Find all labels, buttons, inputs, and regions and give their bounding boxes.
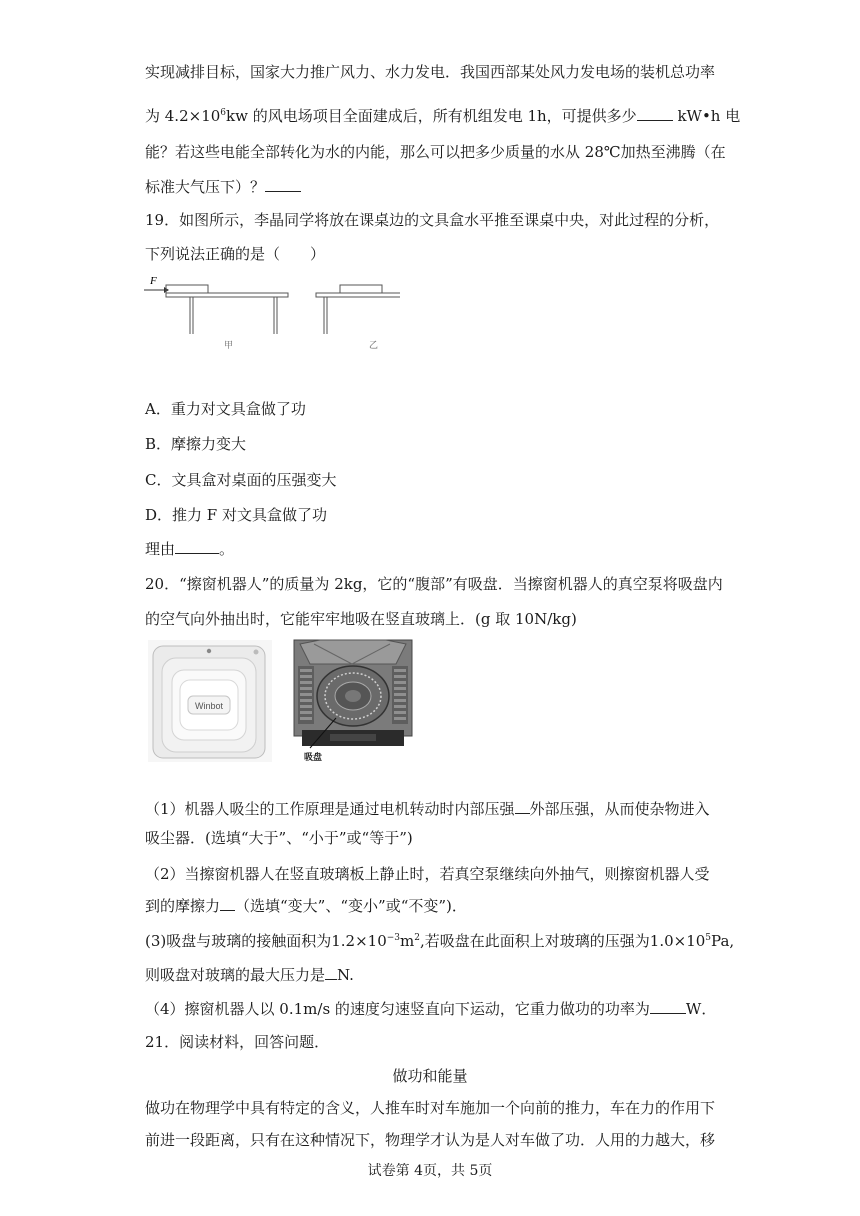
robot-button-icon xyxy=(254,650,259,655)
q20-blank-3[interactable] xyxy=(325,965,337,980)
figure-label-a: 甲 xyxy=(224,341,234,351)
q19-option-d[interactable]: D．推力 F 对文具盒做了功 xyxy=(145,506,327,524)
q20-part-3: (3)吸盘与玻璃的接触面积为$1.2\times 10^{-3}m^2$,若吸盘在此面积上对玻璃的压强为$1.0\times 10^5Pa$, xyxy=(145,932,735,950)
q20-part-1: （1）机器人吸尘的工作原理是通过电机转动时内部压强 外部压强，从而使杂物进入 xyxy=(145,800,710,818)
q19-reason-blank[interactable] xyxy=(175,539,219,554)
q20-stem-line-1: 20．“擦窗机器人”的质量为 2kg，它的“腹部”有吸盘．当擦窗机器人的真空泵将吸盘内 xyxy=(145,575,723,593)
robot-sensor-icon xyxy=(207,649,211,653)
q19-option-a[interactable]: A．重力对文具盒做了功 xyxy=(145,400,306,418)
page-footer: 试卷第 4页，共 5页 xyxy=(367,1163,493,1179)
desk-top-a xyxy=(166,293,288,297)
q19-stem-line-1: 19．如图所示，李晶同学将放在课桌边的文具盒水平推至课桌中央，对此过程的分析， xyxy=(145,211,720,229)
q20-blank-2[interactable] xyxy=(220,896,235,911)
figure-label-b: 乙 xyxy=(369,341,379,351)
force-label: F xyxy=(150,275,157,287)
q19-reason: 理由 。 xyxy=(145,540,235,558)
q18-line-2: 为 $4.2\times 10^6kw$ 的风电场项目全面建成后，所有机组发电 1h，可提供多少 kW•h 电 xyxy=(145,107,741,125)
q19-stem-line-2: 下列说法正确的是（ ） xyxy=(145,245,326,263)
q21-reading-title: 做功和能量 xyxy=(392,1067,468,1085)
q18-answer-blank-1[interactable] xyxy=(637,106,673,121)
q21-stem: 21．阅读材料，回答问题． xyxy=(145,1033,330,1051)
q21-text-line-2: 前进一段距离，只有在这种情况下，物理学才认为是人对车做了功．人用的力越大，移 xyxy=(145,1131,716,1149)
q18-line-4: 标准大气压下）？ xyxy=(145,177,301,197)
q18-answer-blank-2[interactable] xyxy=(265,177,301,192)
robot-back-photo xyxy=(290,636,416,764)
suction-cup-label: 吸盘 xyxy=(304,753,323,763)
q18-line-3: 能？若这些电能全部转化为水的内能，那么可以把多少质量的水从 28℃加热至沸腾（在 xyxy=(145,143,726,161)
desk-top-b xyxy=(316,293,400,297)
q20-part-1-cont: 吸尘器．(选填“大于”、“小于”或“等于”) xyxy=(145,829,413,847)
q20-blank-4[interactable] xyxy=(650,999,686,1014)
q18-line-1: 实现减排目标，国家大力推广风力、水力发电．我国西部某处风力发电场的装机总功率 xyxy=(145,63,716,81)
q21-text-line-1: 做功在物理学中具有特定的含义，人推车时对车施加一个向前的推力，车在力的作用下 xyxy=(145,1099,716,1117)
q20-part-2: （2）当擦窗机器人在竖直玻璃板上静止时，若真空泵继续向外抽气，则擦窗机器人受 xyxy=(145,865,710,883)
q19-option-b[interactable]: B．摩擦力变大 xyxy=(145,435,247,453)
pencil-box-a xyxy=(166,285,208,293)
desk-figure xyxy=(140,268,400,358)
q20-part-2-cont: 到的摩擦力 （选填“变大”、“变小”或“不变”)． xyxy=(145,897,467,915)
q19-option-c[interactable]: C．文具盒对桌面的压强变大 xyxy=(145,471,337,489)
q20-part-3-cont: 则吸盘对玻璃的最大压力是 N. xyxy=(145,966,354,984)
q20-stem-line-2: 的空气向外抽出时，它能牢牢地吸在竖直玻璃上．(g 取 10N/kg) xyxy=(145,610,577,628)
q20-blank-1[interactable] xyxy=(515,799,530,814)
robot-brand-label: Winbot xyxy=(194,701,224,711)
q20-part-4: （4）擦窗机器人以 0.1m/s 的速度匀速竖直向下运动，它重力做功的功率为 W． xyxy=(145,1000,717,1018)
pencil-box-b xyxy=(340,285,382,293)
robot-front-photo xyxy=(148,640,272,762)
